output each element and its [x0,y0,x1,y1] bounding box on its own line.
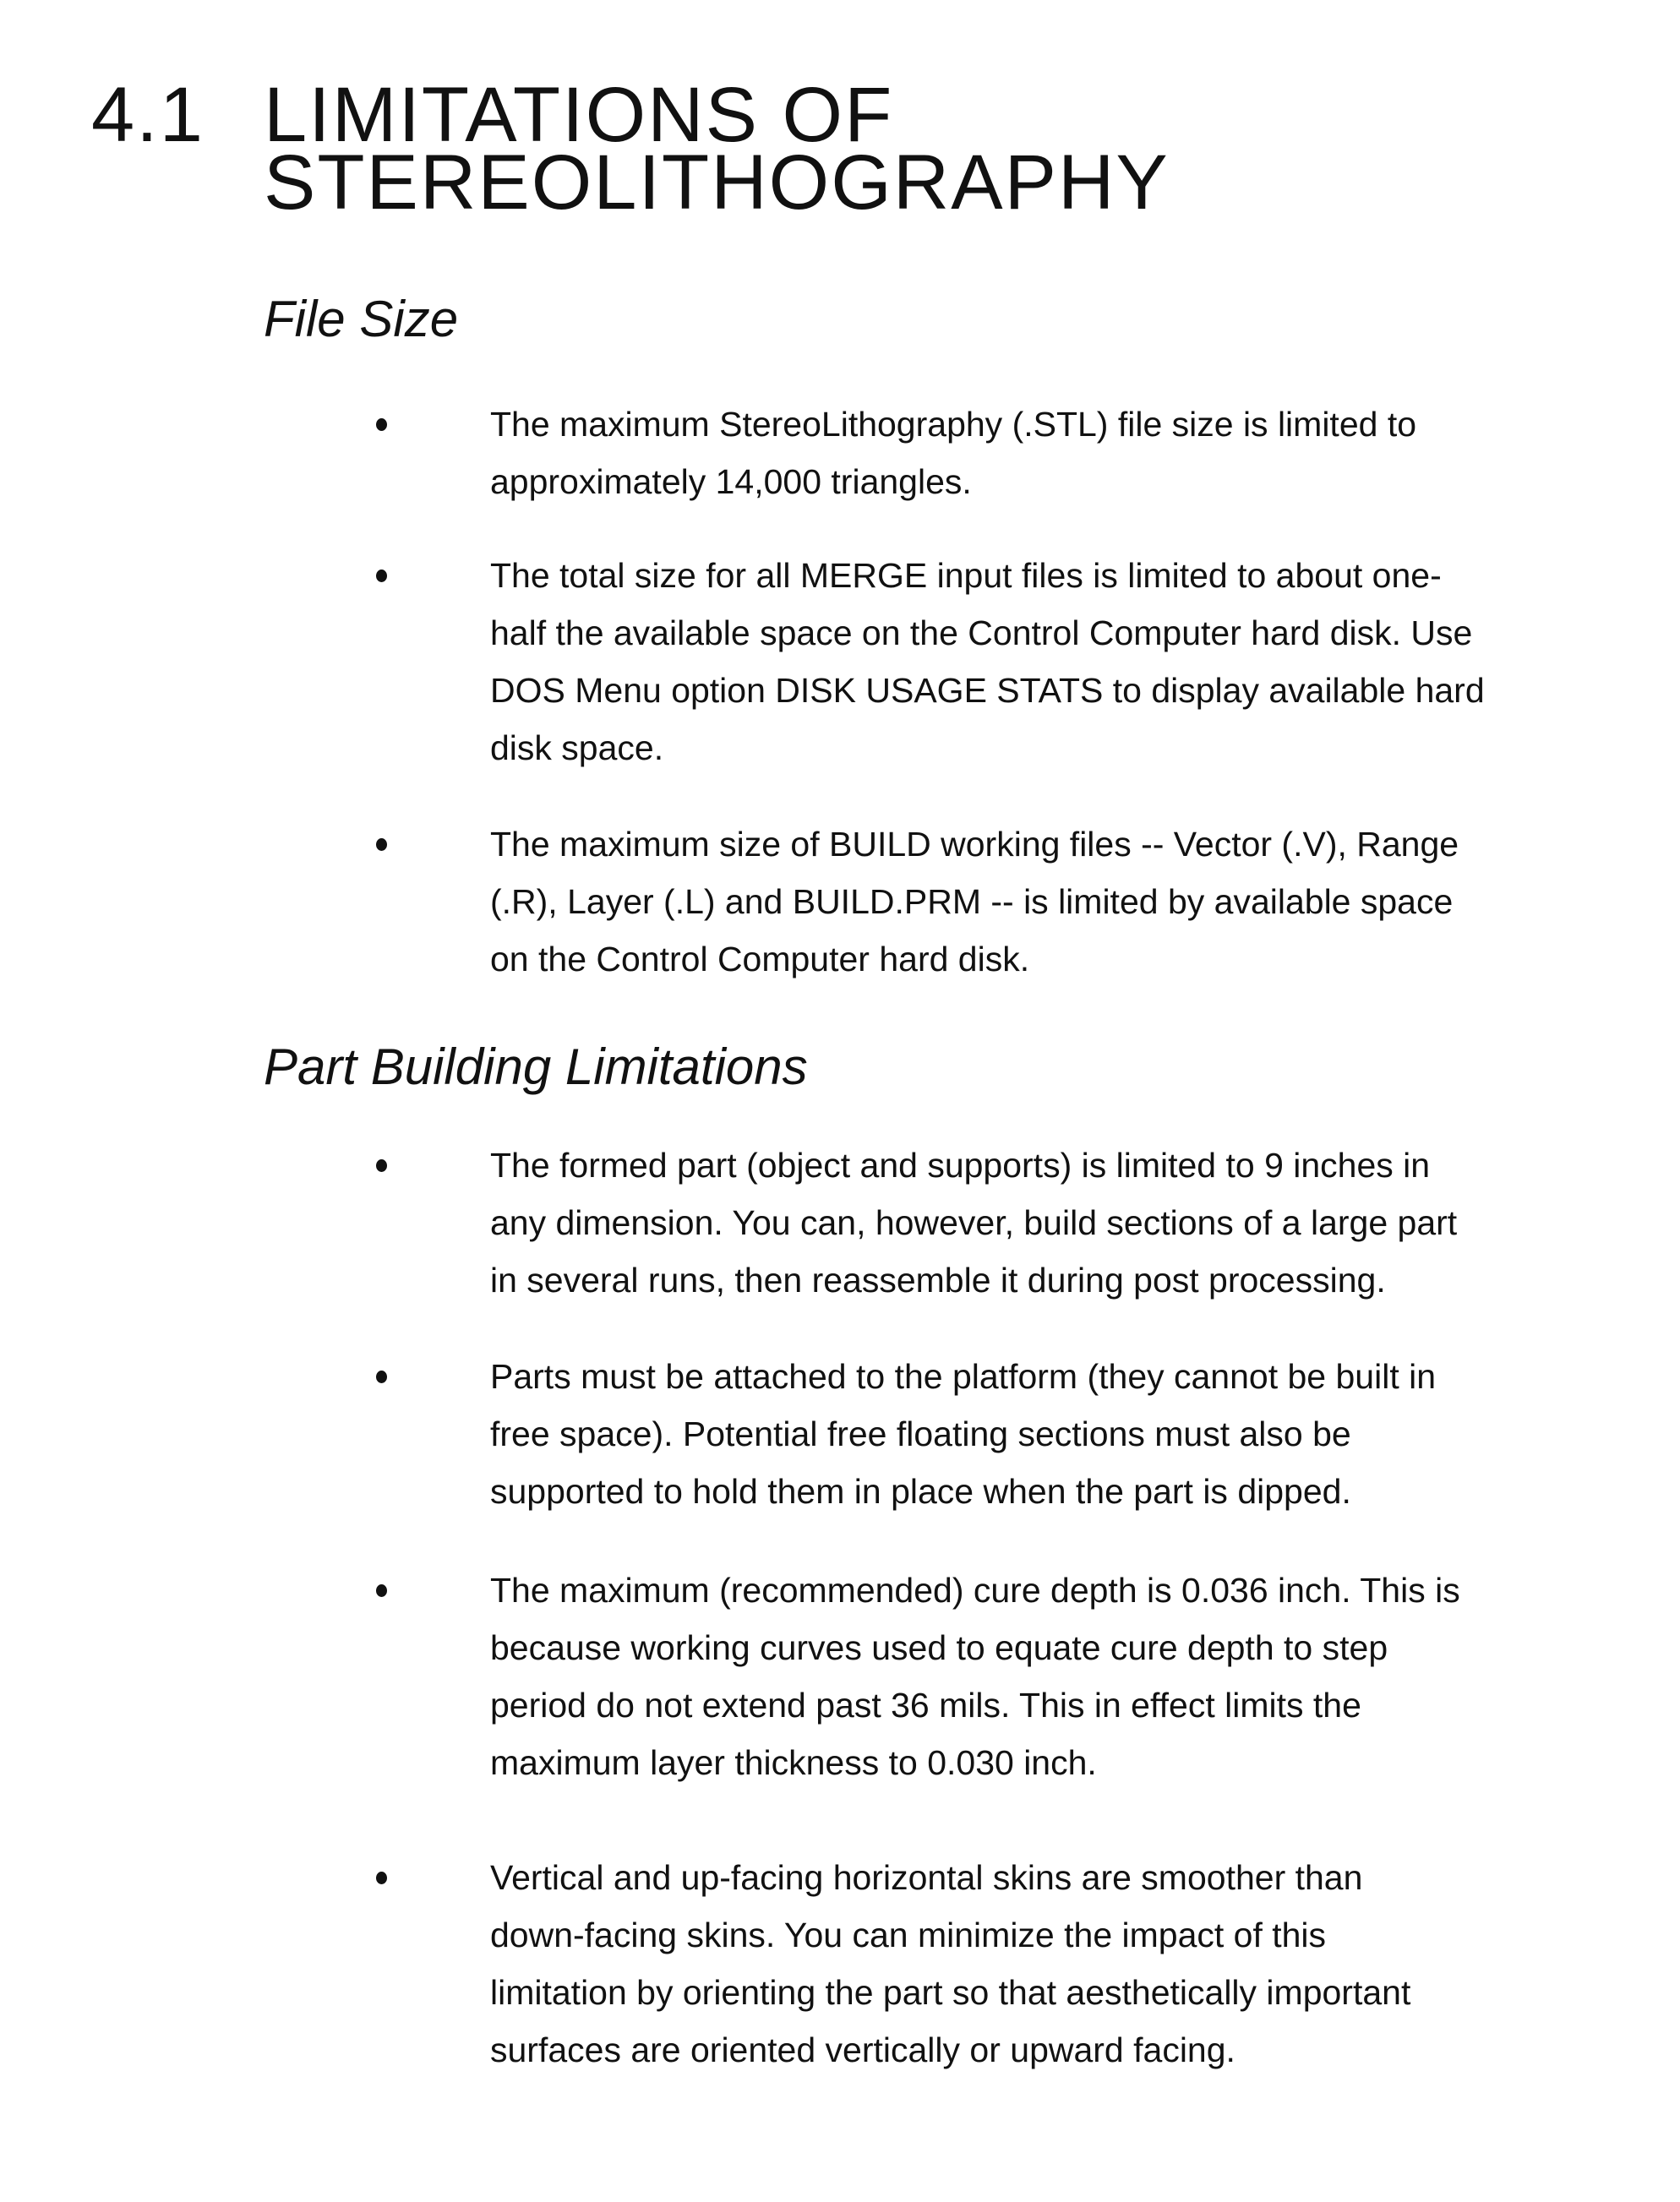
bullet-icon [376,1371,387,1383]
heading-part-building: Part Building Limitations [264,1038,808,1097]
text-line: limitation by orienting the part so that aesthetically important [490,1964,1410,2021]
text-line: maximum layer thickness to 0.030 inch. [490,1734,1460,1791]
text-line: The maximum size of BUILD working files -- Vector (.V), Range [490,815,1459,873]
item-text [490,815,1459,988]
bullet-icon [376,570,387,582]
text-line: any dimension. You can, however, build sections of a large part [490,1194,1457,1251]
page-title [264,81,1170,216]
text-line: in several runs, then reassemble it during post processing. [490,1251,1457,1309]
title-line: LIMITATIONS OF [264,81,1170,149]
bullet-icon [376,1872,387,1884]
item-text [490,1849,1410,2079]
bullet-icon [376,838,387,851]
text-line: The maximum (recommended) cure depth is 0.036 inch. This is [490,1562,1460,1619]
heading-file-size: File Size [264,290,458,349]
section-number: 4.1 [91,81,205,149]
text-line: The formed part (object and supports) is limited to 9 inches in [490,1136,1457,1194]
text-line: because working curves used to equate cure depth to step [490,1619,1460,1676]
text-line: supported to hold them in place when the part is dipped. [490,1463,1436,1520]
title-line: STEREOLITHOGRAPHY [264,149,1170,216]
text-line: on the Control Computer hard disk. [490,930,1459,988]
text-line: The total size for all MERGE input files is limited to about one- [490,547,1485,604]
text-line: DOS Menu option DISK USAGE STATS to display available hard [490,662,1485,719]
text-line: free space). Potential free floating sections must also be [490,1405,1436,1463]
item-text [490,1348,1436,1520]
text-line: Parts must be attached to the platform (they cannot be built in [490,1348,1436,1405]
text-line: approximately 14,000 triangles. [490,453,1416,510]
text-line: surfaces are oriented vertically or upward facing. [490,2021,1410,2079]
text-line: period do not extend past 36 mils. This in effect limits the [490,1676,1460,1734]
item-text [490,1136,1457,1309]
item-text [490,547,1485,777]
text-line: The maximum StereoLithography (.STL) file size is limited to [490,395,1416,453]
item-text [490,395,1416,510]
text-line: down-facing skins. You can minimize the impact of this [490,1906,1410,1964]
bullet-icon [376,1159,387,1172]
text-line: disk space. [490,719,1485,777]
bullet-icon [376,1584,387,1597]
text-line: (.R), Layer (.L) and BUILD.PRM -- is limited by available space [490,873,1459,930]
text-line: Vertical and up-facing horizontal skins are smoother than [490,1849,1410,1906]
text-line: half the available space on the Control Computer hard disk. Use [490,604,1485,662]
bullet-icon [376,418,387,431]
item-text [490,1562,1460,1791]
